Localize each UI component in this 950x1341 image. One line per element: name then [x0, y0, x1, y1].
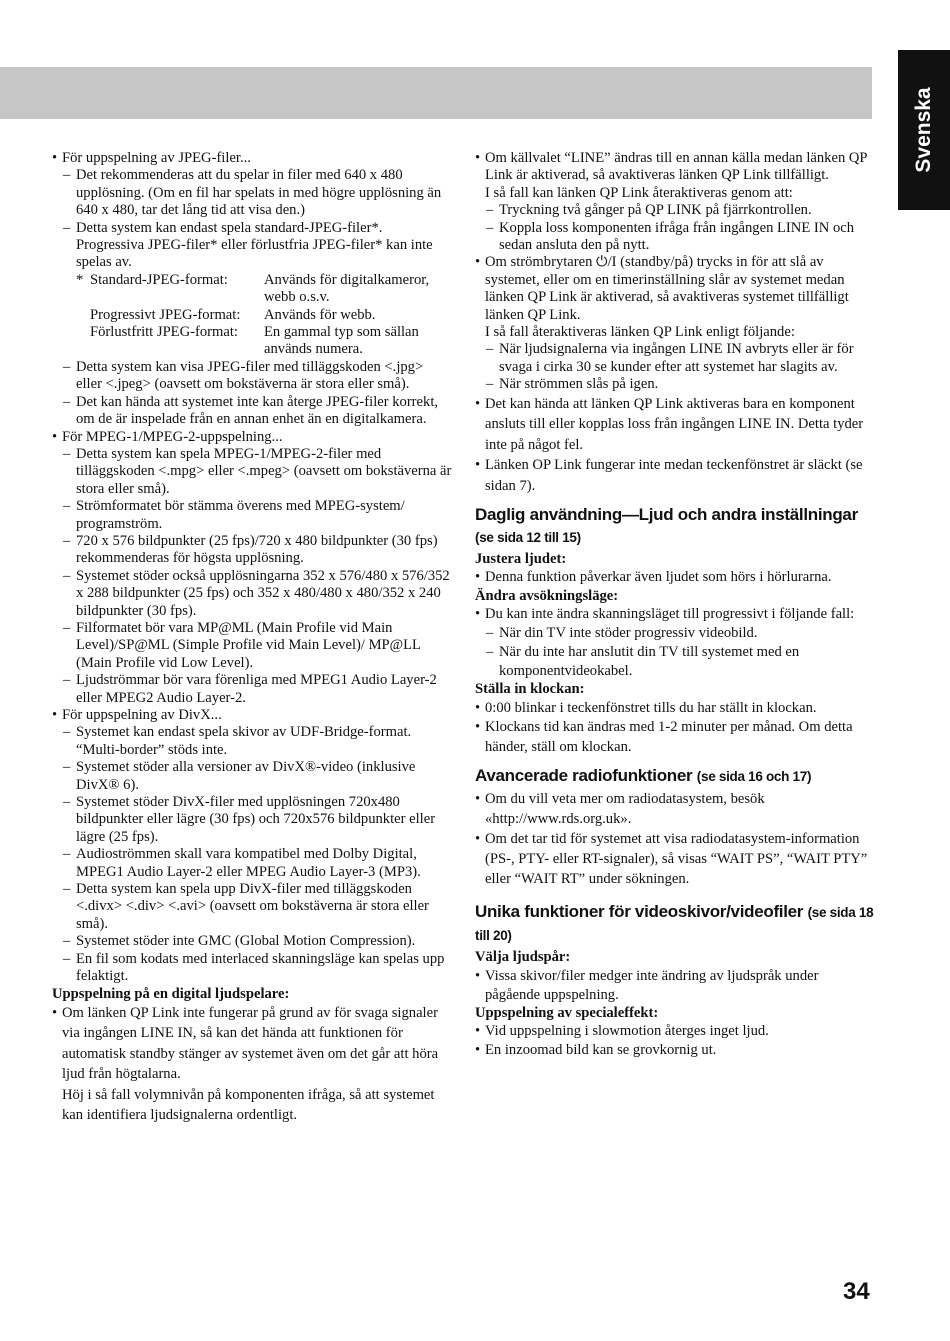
jpeg-format-table — [76, 272, 452, 359]
section-page-ref: (se sida 12 till 15) — [475, 530, 581, 546]
audio-track-subheading: Välja ljudspår: — [475, 949, 571, 966]
divx-item-5: – Detta system kan spela upp DivX-filer med tilläggskoden <.divx> <.div> <.avi> (oavsett om bokstäverna är stora eller små). — [52, 881, 452, 933]
left-column — [52, 150, 452, 1126]
mpeg-item-1: – Detta system kan spela MPEG-1/MPEG-2-filer med tilläggskoden <.mpg> eller <.mpeg> (oavsett om bokstäverna är stora eller små). — [52, 446, 452, 498]
page-number: 34 — [843, 1278, 870, 1305]
qp-item-4: • Länken OP Link fungerar inte medan teckenfönstret är släckt (se sidan 7). — [475, 455, 875, 496]
divx-heading: • För uppspelning av DivX... — [52, 707, 452, 724]
qp-item-1-step-2: – Koppla loss komponenten ifråga från ingången LINE IN och sedan ansluta den på nytt. — [475, 220, 875, 255]
special-effect-item-1: • Vid uppspelning i slowmotion återges inget ljud. — [475, 1022, 875, 1041]
scan-mode-case-2: – När du inte har anslutit din TV till systemet med en komponentvideokabel. — [475, 643, 875, 681]
mpeg-heading: • För MPEG-1/MPEG-2-uppspelning... — [52, 429, 452, 446]
jpeg-item-3: – Detta system kan visa JPEG-filer med tilläggskoden <.jpg> eller <.jpeg> (oavsett om bokstäverna är stora eller små). — [52, 359, 452, 394]
section-title: Daglig användning—Ljud och andra inställningar — [475, 505, 858, 525]
format-desc: Används för digitalkameror, webb o.s.v. — [264, 271, 430, 306]
mpeg-item-6: – Ljudströmmar bör vara förenliga med MPEG1 Audio Layer-2 eller MPEG2 Audio Layer-2. — [52, 672, 452, 707]
format-footnote-mark: * — [76, 271, 84, 288]
divx-item-3: – Systemet stöder DivX-filer med upplösningen 720x480 bildpunkter eller lägre (30 fps) och 720x576 bildpunkter eller lägre (25 fps). — [52, 794, 452, 846]
digital-player-note: Höj i så fall volymnivån på komponenten ifråga, så att systemet kan identifiera ljudsignalerna ordentligt. — [62, 1086, 435, 1124]
section-title: Unika funktioner för videoskivor/videofiler — [475, 902, 804, 922]
format-footnote-mark — [76, 307, 90, 324]
clock-item-1: • 0:00 blinkar i teckenfönstret tills du har ställt in klockan. — [475, 699, 875, 719]
language-tab-label: Svenska — [912, 87, 935, 173]
section-heading-video — [475, 901, 875, 947]
qp-item-1-note: I så fall kan länken QP Link återaktiveras genom att: — [485, 184, 793, 201]
qp-item-2-step-1: – När ljudsignalerna via ingången LINE IN avbryts eller är för svaga i cirka 30 se kunder efter att systemet har slagits av. — [475, 341, 875, 376]
qp-item-2: • Om strömbrytaren ⏻/I (standby/på) trycks in för att slå av systemet, eller om en timerinställning slår av systemet medan länken QP Link är aktiverad, så avaktiveras systemet tillfälligt länken QP Link. — [475, 254, 875, 324]
audio-track-item: • Vissa skivor/filer medger inte ändring av ljudspråk under pågående uppspelning. — [475, 967, 875, 1005]
header-bar — [0, 67, 872, 119]
qp-item-2-note: I så fall återaktiveras länken QP Link enligt följande: — [485, 324, 795, 341]
qp-item-1: • Om källvalet “LINE” ändras till en annan källa medan länken QP Link är aktiverad, så avaktiveras länken QP Link tillfälligt. — [475, 150, 875, 185]
format-name: Förlustfritt JPEG-format: — [90, 324, 238, 341]
special-effect-subheading: Uppspelning av specialeffekt: — [475, 1004, 659, 1021]
adjust-sound-subheading: Justera ljudet: — [475, 551, 567, 568]
section-title: Avancerade radiofunktioner — [475, 766, 693, 786]
format-footnote-mark — [76, 324, 90, 359]
section-page-ref: (se sida 16 och 17) — [696, 769, 812, 785]
section-page-ref: (se sida 18 till 20) — [475, 905, 874, 944]
mpeg-item-2: – Strömformatet bör stämma överens med MPEG-system/ programström. — [52, 498, 452, 533]
jpeg-item-4: – Det kan hända att systemet inte kan återge JPEG-filer korrekt, om de är inspelade från en annan enhet än en digitalkamera. — [52, 394, 452, 429]
scan-mode-case-1: – När din TV inte stöder progressiv videobild. — [475, 624, 875, 643]
radio-item-1: • Om du vill veta mer om radiodatasystem, besök «http://www.rds.org.uk». — [475, 790, 875, 829]
digital-player-item: • Om länken QP Link inte fungerar på grund av för svaga signaler via ingången LINE IN, så kan det hända att funktionen för automatisk standby stänger av systemet även om det går att höra ljud från högtalarna. — [52, 1003, 452, 1085]
mpeg-item-5: – Filformatet bör vara MP@ML (Main Profile vid Main Level)/SP@ML (Simple Profile vid Main Level)/ MP@LL (Main Profile vid Low Level). — [52, 620, 452, 672]
qp-item-2-step-2: – När strömmen slås på igen. — [475, 376, 875, 393]
divx-item-2: – Systemet stöder alla versioner av DivX®-video (inklusive DivX® 6). — [52, 759, 452, 794]
divx-item-6: – Systemet stöder inte GMC (Global Motion Compression). — [52, 933, 452, 950]
divx-item-7: – En fil som kodats med interlaced skanningsläge kan spelas upp felaktigt. — [52, 951, 452, 986]
language-tab — [898, 50, 950, 210]
qp-item-3: • Det kan hända att länken QP Link aktiveras bara en komponent ansluts till eller kopplas loss från ingången LINE IN. Detta tyder inte på något fel. — [475, 394, 875, 456]
mpeg-item-3: – 720 x 576 bildpunkter (25 fps)/720 x 480 bildpunkter (30 fps) rekommenderas för högsta upplösning. — [52, 533, 452, 568]
format-desc: Används för webb. — [264, 306, 376, 323]
jpeg-item-1: – Det rekommenderas att du spelar in filer med 640 x 480 upplösning. (Om en fil har spelats in med högre upplösning än 640 x 480, tar det lång tid att visa den.) — [52, 167, 452, 219]
scan-mode-item: • Du kan inte ändra skanningsläget till progressivt i följande fall: — [475, 605, 875, 624]
section-heading-daily-use — [475, 504, 875, 549]
qp-item-1-step-1: – Tryckning två gånger på QP LINK på fjärrkontrollen. — [475, 202, 875, 219]
format-name: Progressivt JPEG-format: — [90, 306, 241, 323]
right-column — [475, 150, 875, 1060]
divx-item-4: – Audioströmmen skall vara kompatibel med Dolby Digital, MPEG1 Audio Layer-2 eller MPEG Audio Layer-3 (MP3). — [52, 846, 452, 881]
adjust-sound-item: • Denna funktion påverkar även ljudet som hörs i hörlurarna. — [475, 569, 875, 586]
radio-item-2: • Om det tar tid för systemet att visa radiodatasystem-information (PS-, PTY- eller RT-signaler), så visas “WAIT PS”, “WAIT PTY” eller “WAIT RT” under sökningen. — [475, 829, 875, 889]
jpeg-heading: • För uppspelning av JPEG-filer... — [52, 150, 452, 167]
format-name: Standard-JPEG-format: — [90, 271, 228, 288]
divx-item-1: – Systemet kan endast spela skivor av UDF-Bridge-format. “Multi-border” stöds inte. — [52, 724, 452, 759]
jpeg-item-2: – Detta system kan endast spela standard-JPEG-filer*. Progressiva JPEG-filer* eller förlustfria JPEG-filer* kan inte spelas av. — [52, 220, 452, 272]
mpeg-item-4: – Systemet stöder också upplösningarna 352 x 576/480 x 576/352 x 288 bildpunkter (25 fps) och 352 x 480/480 x 480/352 x 240 bildpunkter (30 fps). — [52, 568, 452, 620]
section-heading-radio — [475, 765, 875, 788]
clock-item-2: • Klockans tid kan ändras med 1-2 minuter per månad. Om detta händer, ställ om klockan. — [475, 718, 875, 757]
digital-player-subheading: Uppspelning på en digital ljudspelare: — [52, 985, 290, 1002]
scan-mode-subheading: Ändra avsökningsläge: — [475, 588, 619, 604]
format-desc: En gammal typ som sällan används numera. — [264, 324, 419, 358]
special-effect-item-2: • En inzoomad bild kan se grovkornig ut. — [475, 1041, 875, 1060]
clock-subheading: Ställa in klockan: — [475, 681, 585, 698]
